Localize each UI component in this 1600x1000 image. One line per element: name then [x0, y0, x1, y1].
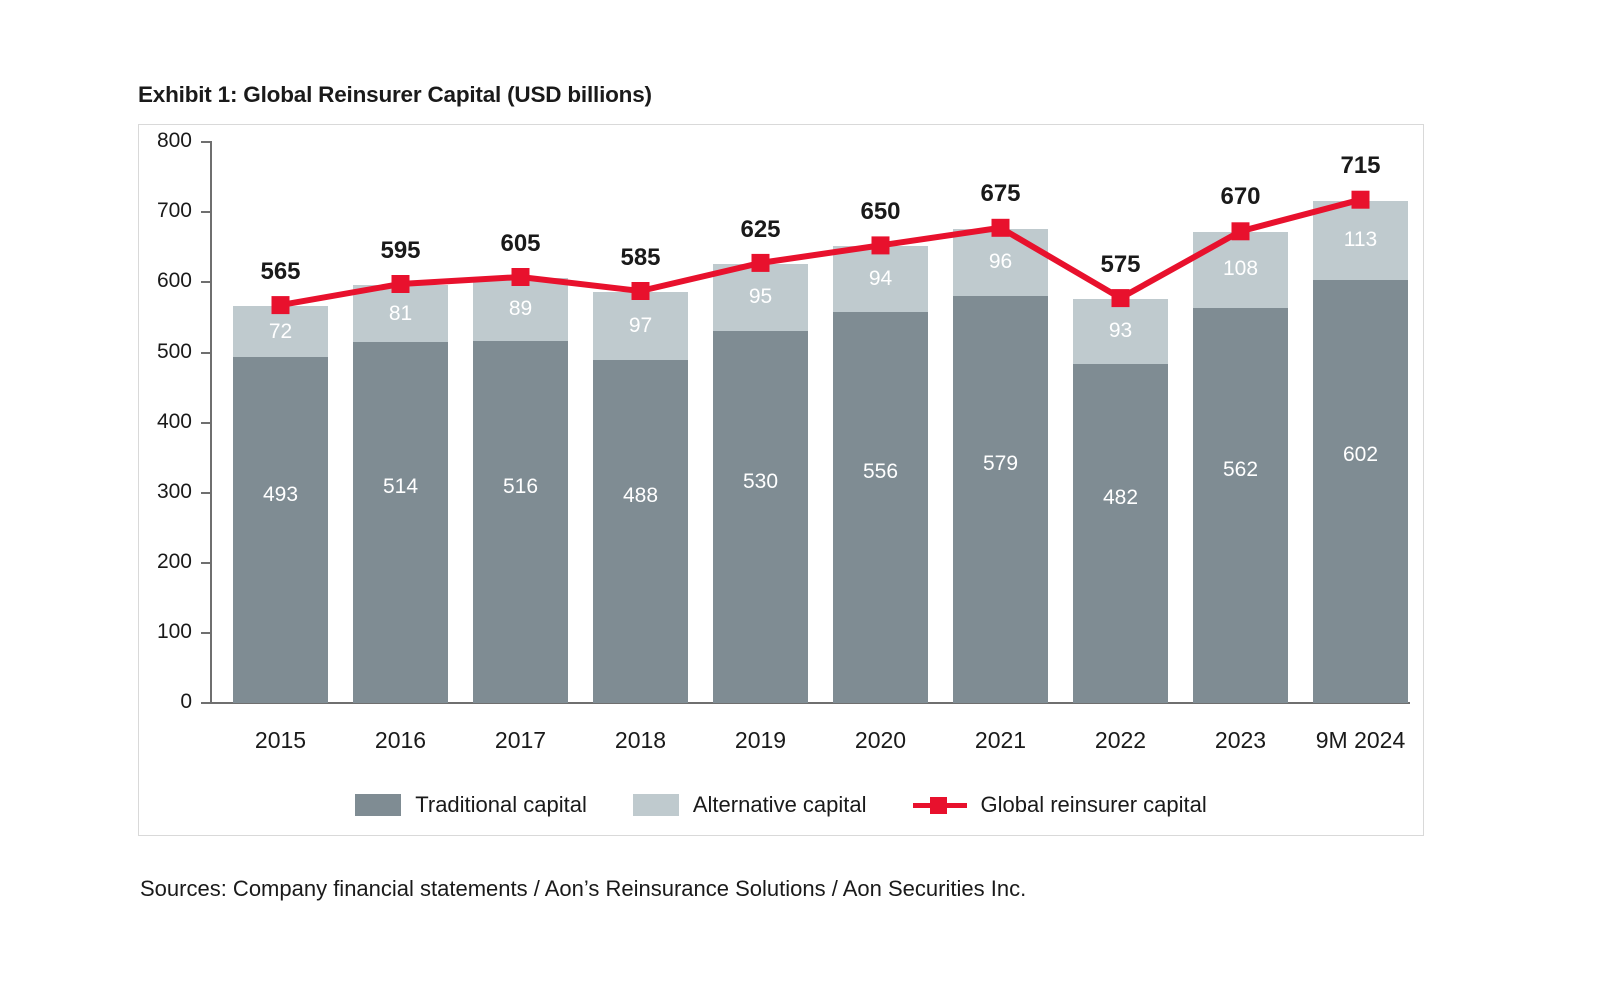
- total-label-2015: 565: [260, 258, 301, 285]
- bar-label-traditional: 493: [262, 482, 299, 506]
- bar-label-traditional: 556: [862, 460, 899, 484]
- legend-line-marker-icon: [913, 794, 967, 816]
- y-label-400: 400: [156, 410, 192, 433]
- bar-label-traditional: 488: [622, 484, 659, 508]
- y-label-600: 600: [156, 269, 192, 292]
- x-label-2017: 2017: [494, 727, 547, 753]
- y-label-100: 100: [156, 620, 192, 643]
- y-tick-700: [201, 211, 210, 213]
- x-label-2022: 2022: [1094, 727, 1147, 753]
- legend-label-global: Global reinsurer capital: [980, 792, 1207, 817]
- y-tick-800: [201, 141, 210, 143]
- bar-label-alternative: 89: [508, 297, 533, 320]
- bar-label-traditional: 482: [1102, 486, 1139, 510]
- y-label-700: 700: [156, 199, 192, 222]
- chart-frame: [138, 124, 1424, 836]
- y-label-300: 300: [156, 480, 192, 503]
- legend: [138, 792, 1424, 818]
- legend-item-alternative-capital[interactable]: [633, 792, 867, 818]
- global-reinsurer-capital-line: [210, 141, 1410, 704]
- y-tick-200: [201, 562, 210, 564]
- x-label-2018: 2018: [614, 727, 667, 753]
- bar-label-alternative: 93: [1108, 319, 1133, 343]
- plot-area: [156, 129, 1410, 753]
- bar-label-alternative: 94: [868, 267, 893, 291]
- y-tick-600: [201, 281, 210, 283]
- x-label-2023: 2023: [1214, 727, 1267, 753]
- total-label-2017: 605: [500, 230, 541, 257]
- legend-swatch-alternative-icon: [633, 794, 679, 816]
- x-label-9m-2024: 9M 2024: [1315, 727, 1406, 753]
- total-label-2023: 670: [1220, 183, 1261, 210]
- y-tick-0: [201, 702, 210, 704]
- bar-label-traditional: 579: [982, 452, 1019, 476]
- y-tick-500: [201, 352, 210, 354]
- y-label-0: 0: [180, 690, 192, 713]
- y-label-800: 800: [156, 129, 192, 152]
- y-tick-100: [201, 632, 210, 634]
- x-label-2016: 2016: [374, 727, 427, 753]
- bar-label-alternative: 113: [1343, 227, 1378, 251]
- total-label-2020: 650: [860, 198, 901, 225]
- total-label-2018: 585: [620, 244, 661, 271]
- total-label-9m-2024: 715: [1340, 152, 1381, 179]
- bar-label-alternative: 72: [268, 320, 293, 344]
- legend-swatch-traditional-icon: [355, 794, 401, 816]
- bar-label-alternative: 97: [628, 314, 653, 338]
- total-label-2022: 575: [1100, 251, 1141, 278]
- x-label-2020: 2020: [854, 727, 907, 753]
- legend-label-alternative: Alternative capital: [692, 792, 867, 817]
- x-label-2021: 2021: [974, 727, 1027, 753]
- x-label-2019: 2019: [734, 727, 787, 753]
- y-tick-400: [201, 422, 210, 424]
- y-label-500: 500: [156, 340, 192, 363]
- total-label-2019: 625: [740, 216, 781, 243]
- y-tick-300: [201, 492, 210, 494]
- bar-label-traditional: 514: [382, 474, 419, 498]
- legend-label-traditional: Traditional capital: [415, 792, 587, 817]
- bar-label-traditional: 530: [742, 469, 779, 493]
- legend-item-global-reinsurer-capital[interactable]: [913, 792, 1207, 818]
- y-label-200: 200: [156, 550, 192, 573]
- bar-label-traditional: 516: [502, 474, 539, 498]
- bar-label-alternative: 95: [748, 285, 773, 309]
- total-label-2016: 595: [380, 237, 421, 264]
- bar-label-alternative: 81: [388, 302, 413, 326]
- bar-label-alternative: 96: [988, 249, 1013, 273]
- sources-note: Sources: Company financial statements / Aon’s Reinsurance Solutions / Aon Securities Inc.: [140, 876, 1027, 901]
- bar-label-traditional: 602: [1342, 443, 1379, 467]
- bar-label-traditional: 562: [1222, 458, 1259, 482]
- bar-label-alternative: 108: [1222, 257, 1259, 281]
- total-label-2021: 675: [980, 180, 1021, 207]
- legend-item-traditional-capital[interactable]: [355, 792, 587, 818]
- x-label-2015: 2015: [254, 727, 307, 753]
- page-title: Exhibit 1: Global Reinsurer Capital (USD billions): [138, 82, 652, 107]
